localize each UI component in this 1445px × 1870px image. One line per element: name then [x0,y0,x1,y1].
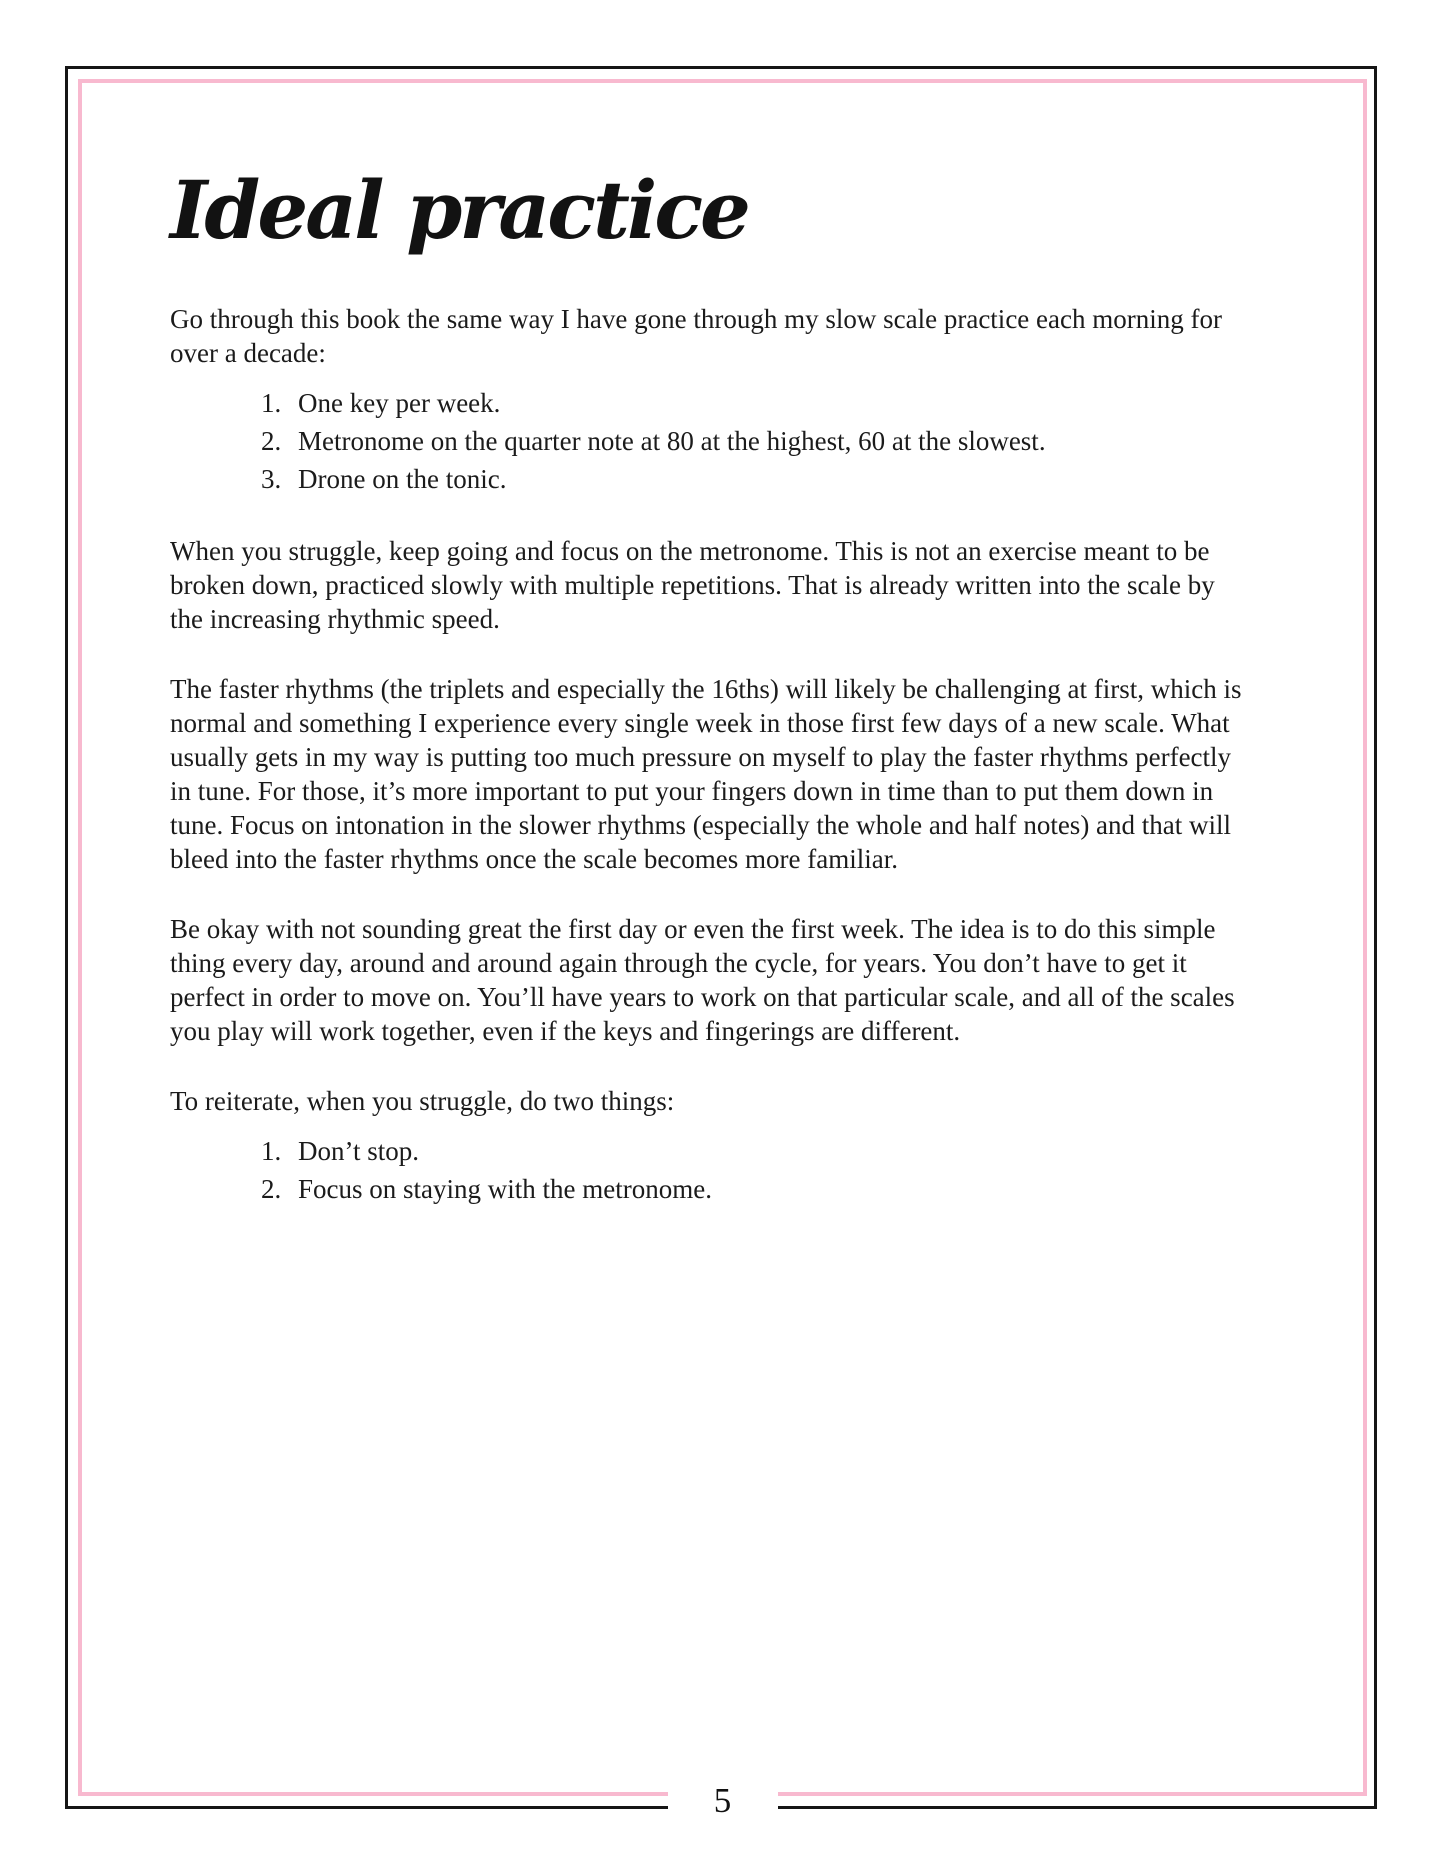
list-item: 2. Focus on staying with the metronome. [288,1170,1245,1208]
list-item: 1. Don’t stop. [288,1132,1245,1170]
page-title: Ideal practice [170,163,748,257]
intro-paragraph: Go through this book the same way I have gone through my slow scale practice each morning for over a decade: [170,304,1222,368]
reiterate-paragraph: To reiterate, when you struggle, do two things: [170,1086,675,1116]
be-okay-paragraph: Be okay with not sounding great the first day or even the first week. The idea is to do this simple thing every day, around and around again through the cycle, for years. You don’t have to get it perfect in order to move on. You’ll have years to work on that particular scale, and all of the scales you play will work together, even if the keys and fingerings are different. [170,914,1235,1046]
struggle-paragraph: When you struggle, keep going and focus on the metronome. This is not an exercise meant to be broken down, practiced slowly with multiple repetitions. That is already written into the scale by the increasing rhythmic speed. [170,536,1215,634]
page-number-value: 5 [713,1781,732,1820]
struggle-steps-list [170,1132,1245,1208]
practice-steps-list [170,384,1245,498]
faster-rhythms-paragraph: The faster rhythms (the triplets and especially the 16ths) will likely be challenging at first, which is normal and something I experience every single week in those first few days of a new scale. What usually gets in my way is putting too much pressure on myself to play the faster rhythms perfectly in tune. For those, it’s more important to put your fingers down in time than to put them down in tune. Focus on intonation in the slower rhythms (especially the whole and half notes) and that will bleed into the faster rhythms once the scale becomes more familiar. [170,674,1242,874]
page-content [170,0,1245,1244]
page-number [668,1774,778,1828]
list-item: 2. Metronome on the quarter note at 80 at the highest, 60 at the slowest. [288,422,1245,460]
list-item: 3. Drone on the tonic. [288,460,1245,498]
list-item: 1. One key per week. [288,384,1245,422]
